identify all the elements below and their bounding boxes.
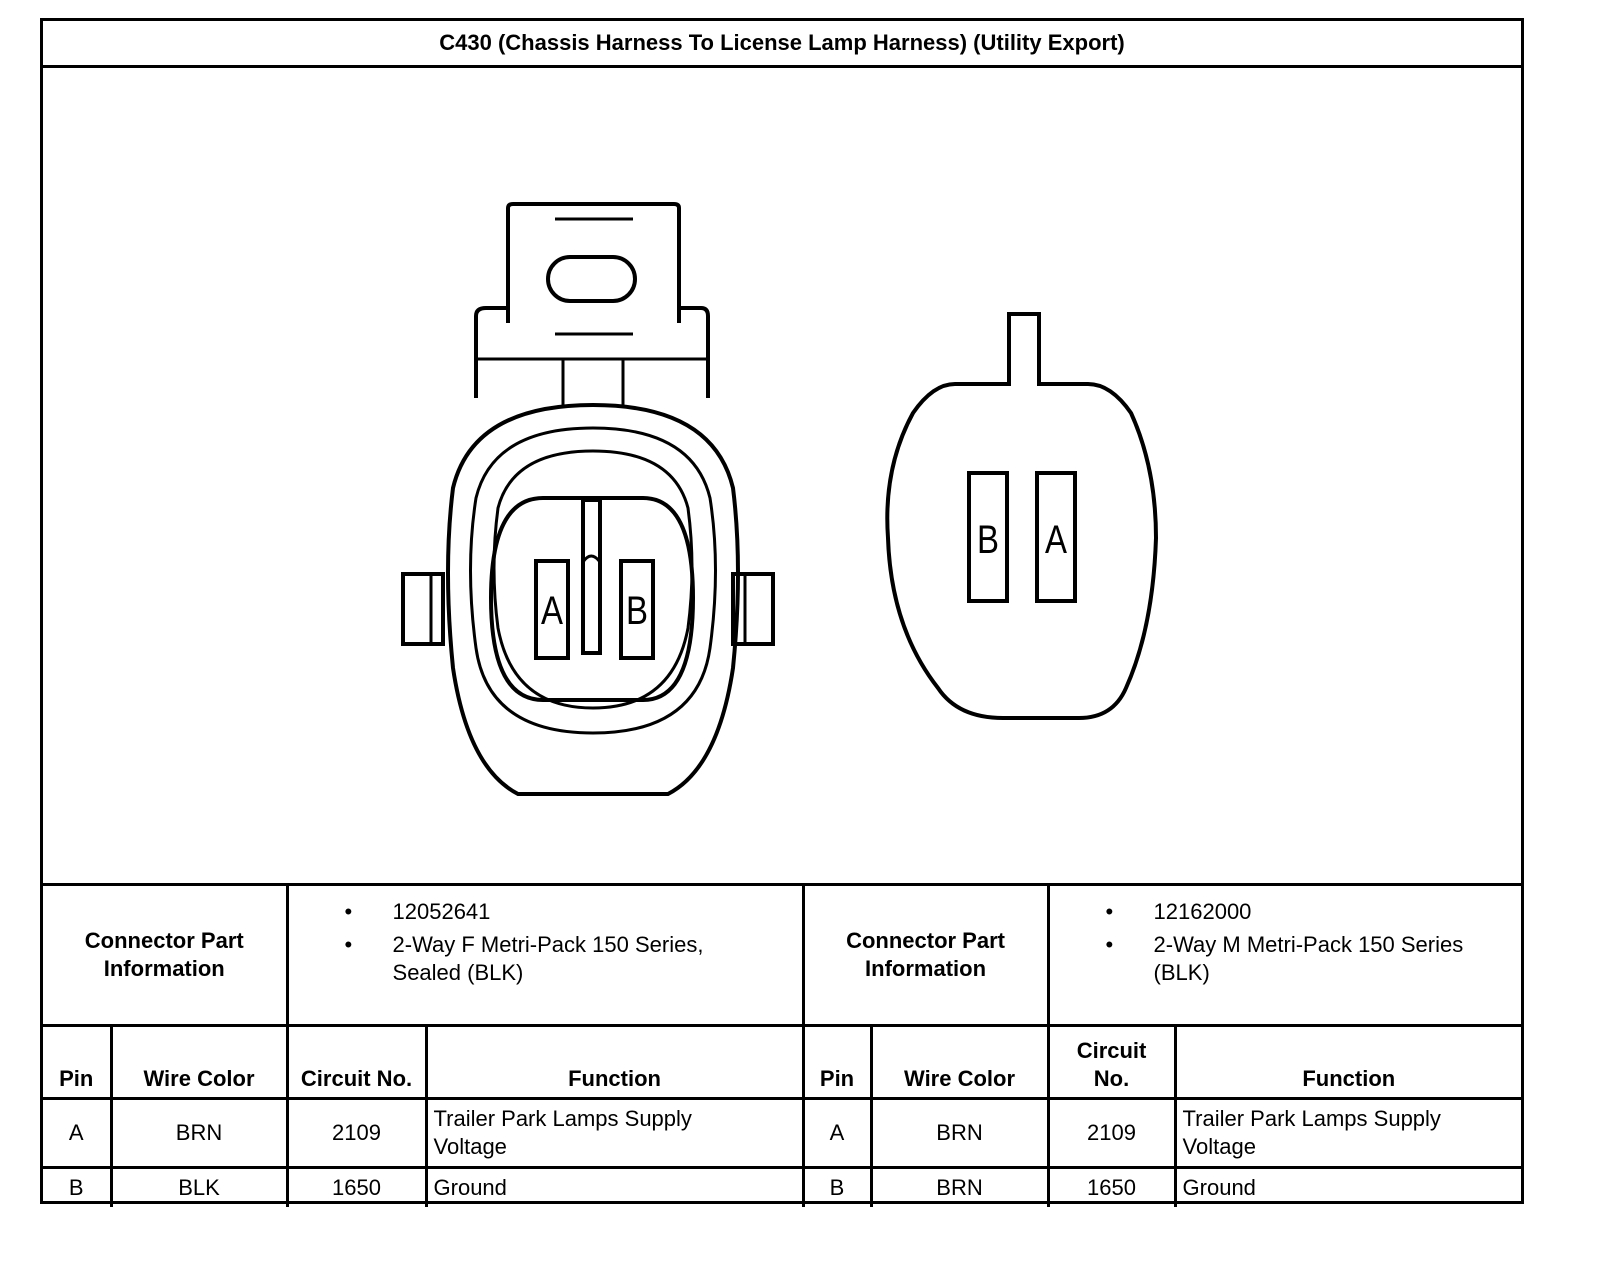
cavity-label-B-right: B [977, 518, 999, 562]
table-row [43, 1099, 1521, 1168]
terminal-divider-cap [583, 556, 600, 562]
left-part-info [287, 886, 803, 1026]
header-function-left: Function [426, 1026, 803, 1099]
pin-cell: A [43, 1099, 111, 1168]
table-row [43, 1168, 1521, 1208]
header-circuit-no-left: Circuit No. [287, 1026, 426, 1099]
connector-sheet [40, 18, 1524, 1204]
cavity-label-B-left: B [626, 589, 648, 633]
right-info-label-line2: Information [865, 956, 987, 981]
circuit-cell: 2109 [1048, 1099, 1175, 1168]
circuit-cell: 2109 [287, 1099, 426, 1168]
table-header-row [43, 1026, 1521, 1099]
tab-shoulder [476, 308, 708, 398]
connector-info-row [43, 886, 1521, 1026]
left-info-label-line1: Connector Part [84, 928, 244, 953]
left-part-number: • 12052641 [339, 898, 802, 926]
male-connector-body [887, 314, 1156, 718]
wire-color-cell: BLK [111, 1168, 287, 1208]
right-part-info [1048, 886, 1521, 1026]
header-circuit-line1: Circuit [1076, 1038, 1147, 1063]
function-cell: Trailer Park Lamps Supply Voltage [1175, 1099, 1521, 1168]
female-connector-face [403, 204, 773, 794]
left-part-description: • 2-Way F Metri-Pack 150 Series, Sealed (BLK) [339, 931, 802, 987]
connector-inner-ring [494, 451, 692, 708]
function-cell: Ground [426, 1168, 803, 1208]
cavity-label-A-right: A [1045, 518, 1068, 562]
circuit-cell: 1650 [287, 1168, 426, 1208]
header-wire-color-left: Wire Color [111, 1026, 287, 1099]
pin-cell: B [803, 1168, 871, 1208]
left-info-label-line2: Information [103, 956, 225, 981]
male-connector-face [887, 314, 1156, 718]
pin-cell: A [803, 1099, 871, 1168]
terminal-divider [583, 500, 600, 653]
locking-tab [508, 204, 679, 323]
function-cell: Trailer Park Lamps Supply Voltage [426, 1099, 803, 1168]
right-part-description: • 2-Way M Metri-Pack 150 Series (BLK) [1100, 931, 1522, 987]
header-pin-left: Pin [43, 1026, 111, 1099]
header-pin-right: Pin [803, 1026, 871, 1099]
circuit-cell: 1650 [1048, 1168, 1175, 1208]
wire-color-cell: BRN [871, 1099, 1048, 1168]
header-circuit-no-right [1048, 1026, 1175, 1099]
pinout-table [43, 886, 1521, 1207]
cavity-label-A-left: A [541, 589, 564, 633]
connector-diagram [43, 68, 1521, 883]
left-info-label [43, 886, 287, 1026]
connector-seal-ring [471, 428, 716, 733]
lock-window [548, 257, 635, 301]
right-part-number: • 12162000 [1100, 898, 1522, 926]
function-cell: Ground [1175, 1168, 1521, 1208]
pin-cell: B [43, 1168, 111, 1208]
header-function-right: Function [1175, 1026, 1521, 1099]
wire-color-cell: BRN [111, 1099, 287, 1168]
side-latch-left [403, 574, 443, 644]
header-wire-color-right: Wire Color [871, 1026, 1048, 1099]
cavity-housing [491, 498, 693, 700]
connector-drawing [43, 68, 1521, 886]
right-info-label-line1: Connector Part [846, 928, 1005, 953]
wire-color-cell: BRN [871, 1168, 1048, 1208]
header-circuit-line2: No. [1093, 1066, 1130, 1091]
page-title: C430 (Chassis Harness To License Lamp Harness) (Utility Export) [43, 21, 1521, 68]
right-info-label [803, 886, 1048, 1026]
